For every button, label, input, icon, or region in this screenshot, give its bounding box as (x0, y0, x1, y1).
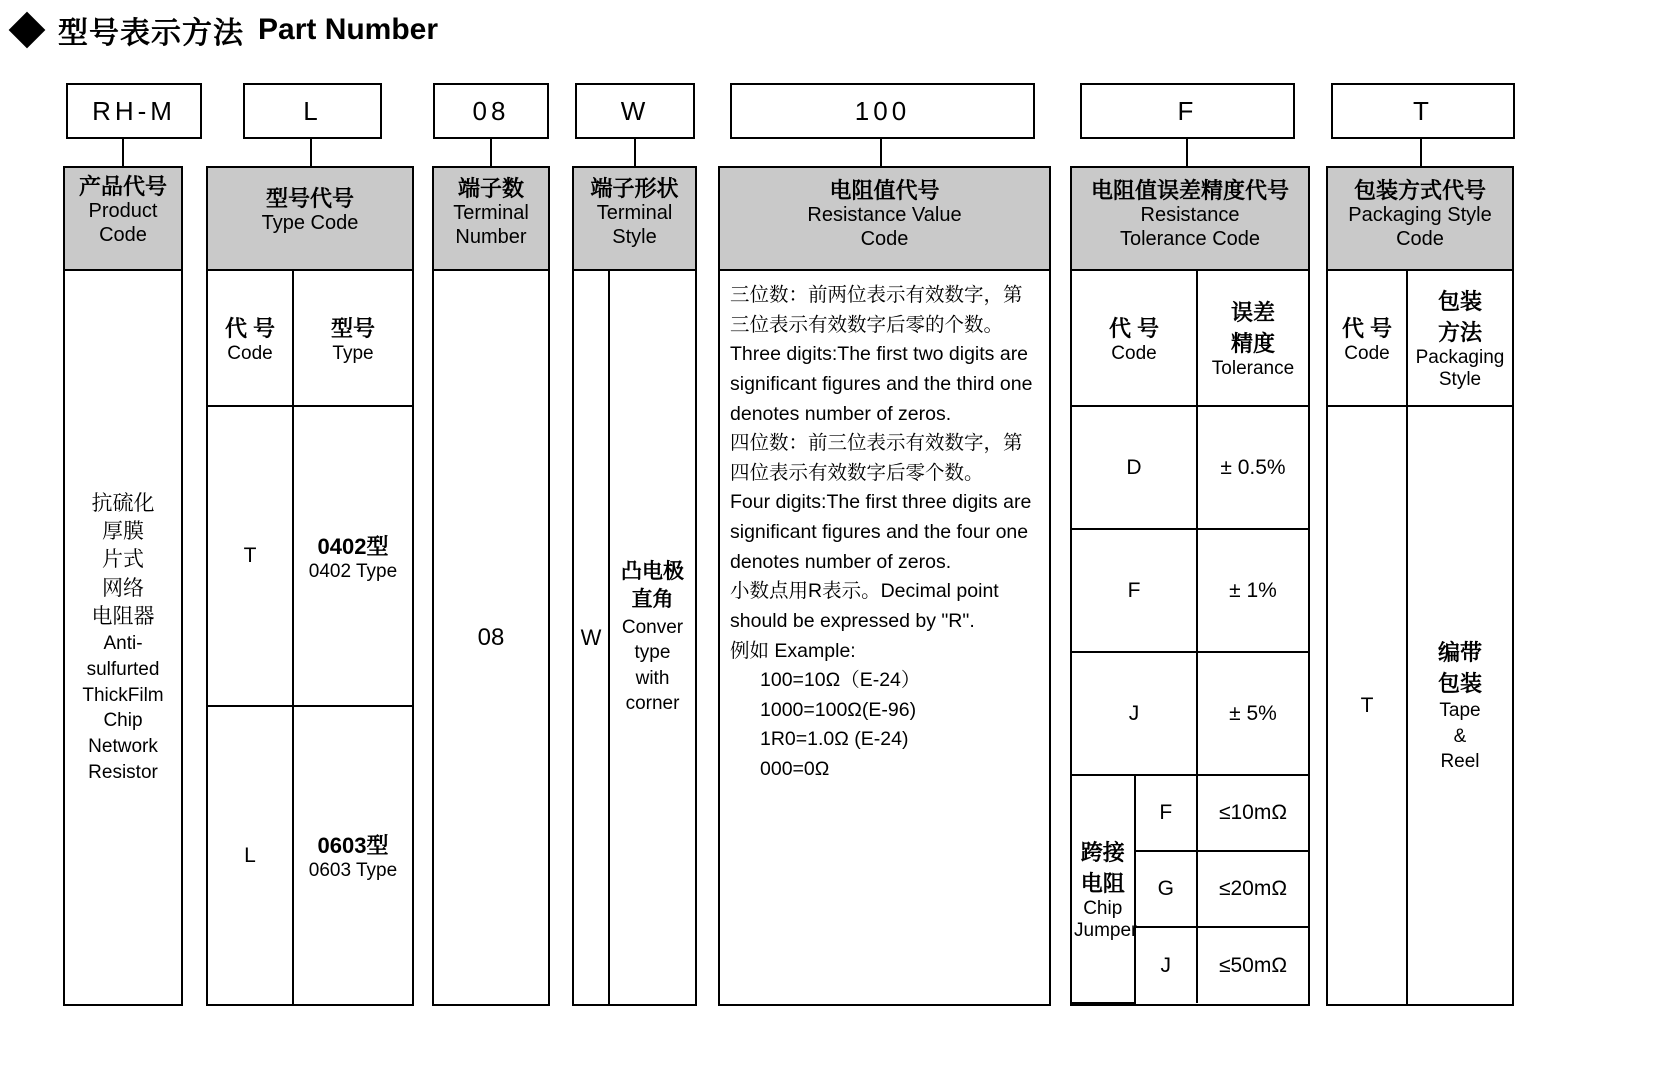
connector-type (310, 139, 312, 166)
part-code-box-terminal-style (575, 83, 695, 139)
tolerance-subheader-code (1072, 271, 1197, 406)
terminal-style-desc-en-2: type (634, 642, 671, 664)
terminal-number-header-cn: 端子数 (457, 176, 524, 201)
type-code-row-0-type (293, 406, 412, 706)
tolerance-subheader-value-en: Tolerance (1211, 358, 1295, 379)
tolerance-header-en-2: Tolerance Code (1119, 227, 1261, 250)
page-title-en: Part Number (258, 13, 439, 46)
tolerance-header (1072, 168, 1308, 271)
packaging-subheader-style-cn-1: 包装 (1437, 289, 1482, 314)
terminal-style-desc-en-4: corner (625, 693, 680, 715)
column-terminal-number (432, 166, 550, 1006)
column-type-code (206, 166, 414, 1006)
part-code-value-terminal-number: 08 (472, 95, 510, 126)
tolerance-row-0-code: D (1072, 406, 1197, 529)
column-resistance-value (718, 166, 1051, 1006)
tolerance-row-1-code: F (1072, 529, 1197, 652)
product-code-en-line-6: Resistor (88, 761, 158, 783)
type-code-subheader-type (293, 271, 412, 406)
tolerance-subheader-value-cn-2: 精度 (1230, 331, 1275, 356)
tolerance-subheader-value (1197, 271, 1308, 406)
tolerance-row-2-code: J (1072, 652, 1197, 775)
product-code-en-line-5: Network (88, 736, 158, 757)
packaging-subheader-code-en: Code (1344, 342, 1390, 364)
part-code-value-packaging: T (1413, 95, 1433, 126)
tolerance-subheader-value-cn-1: 误差 (1230, 300, 1275, 325)
resistance-value-body (720, 271, 1049, 1004)
tolerance-jumper-label-cn-1: 跨接 (1080, 840, 1125, 865)
terminal-style-desc-cn-1: 凸电极 (621, 559, 684, 583)
resistance-value-header-en-2: Code (860, 227, 909, 250)
type-code-header-en: Type Code (261, 211, 359, 234)
packaging-body (1328, 271, 1512, 1004)
tolerance-jumper-row-1-value: ≤20mΩ (1197, 851, 1308, 927)
tolerance-subheader-code-cn: 代 号 (1108, 315, 1160, 341)
type-code-table (208, 271, 412, 1004)
type-code-subheader-type-en: Type (332, 342, 374, 364)
connector-product (122, 139, 124, 166)
product-code-header-en-2: Code (99, 223, 147, 246)
resistance-paragraph-3: Four digits:The first three digits are significant figures and the four one denotes number of zeros. (730, 491, 1032, 573)
resistance-example-3: 000=0Ω (760, 758, 830, 780)
packaging-header-cn: 包装方式代号 (1353, 178, 1486, 203)
terminal-number-header-en-2: Number (455, 225, 527, 248)
type-code-row-0-type-en: 0402 Type (308, 560, 398, 582)
product-code-en-line-4: Chip (103, 710, 143, 732)
product-code-cn-line-3: 片式 (102, 548, 144, 572)
tolerance-jumper-label-cn-2: 电阻 (1080, 871, 1125, 896)
terminal-number-header-en-1: Terminal (453, 201, 529, 224)
product-code-cn-line-1: 抗硫化 (91, 491, 155, 515)
product-code-body (65, 271, 181, 1004)
packaging-row-value-cn-1: 编带 (1437, 640, 1482, 666)
part-code-value-resistance: 100 (854, 95, 911, 126)
resistance-example-2: 1R0=1.0Ω (E-24) (760, 728, 909, 751)
tolerance-jumper-row-2-code: J (1135, 927, 1198, 1003)
terminal-number-body (434, 271, 548, 1004)
resistance-example-1: 1000=100Ω(E-96) (760, 698, 917, 721)
part-code-box-terminal-number (433, 83, 549, 139)
part-code-box-type (243, 83, 382, 139)
resistance-paragraph-5: 例如 Example: (730, 639, 856, 662)
packaging-row-code: T (1328, 406, 1407, 1004)
part-code-value-product: RH-M (92, 95, 176, 126)
resistance-example-0: 100=10Ω（E-24） (760, 669, 921, 692)
product-code-en-line-3: ThickFilm (82, 684, 164, 706)
terminal-style-header-en-1: Terminal (596, 201, 673, 224)
terminal-number-value: 08 (477, 623, 505, 651)
product-code-header-cn: 产品代号 (78, 174, 167, 199)
product-code-cn-line-4: 网络 (102, 576, 144, 600)
product-code-header-en-1: Product (88, 199, 158, 222)
packaging-row-value-cn-2: 包装 (1437, 671, 1482, 697)
terminal-style-header (574, 168, 695, 271)
column-tolerance (1070, 166, 1310, 1006)
packaging-subheader-style (1407, 271, 1512, 406)
type-code-row-1-code: L (208, 706, 293, 1004)
connector-terminal-number (490, 139, 492, 166)
terminal-style-code-cell (574, 271, 610, 1004)
type-code-subheader-code-en: Code (227, 342, 273, 364)
resistance-paragraph-2: 四位数：前三位表示有效数字，第四位表示有效数字后零个数。 (730, 432, 1023, 484)
tolerance-row-1-value: ± 1% (1197, 529, 1308, 652)
part-code-value-type: L (303, 95, 322, 126)
type-code-body (208, 271, 412, 1004)
type-code-row-0-type-cn: 0402型 (317, 533, 389, 559)
resistance-paragraph-4: 小数点用R表示。Decimal point should be expressed by "R". (730, 580, 999, 632)
tolerance-jumper-row-0-value: ≤10mΩ (1197, 775, 1308, 851)
part-code-value-terminal-style: W (620, 95, 650, 126)
type-code-row-1-type-cn: 0603型 (317, 833, 389, 858)
tolerance-row-0-value: ± 0.5% (1197, 406, 1308, 529)
tolerance-header-cn: 电阻值误差精度代号 (1090, 178, 1289, 203)
type-code-subheader-code-cn: 代 号 (224, 315, 276, 341)
connector-terminal-style (634, 139, 636, 166)
type-code-row-0-code: T (208, 406, 293, 706)
tolerance-header-en-1: Resistance (1140, 203, 1240, 226)
packaging-header (1328, 168, 1512, 271)
tolerance-jumper-row-0-code: F (1135, 775, 1198, 851)
type-code-subheader-type-cn: 型号 (330, 315, 375, 341)
product-code-cn-line-5: 电阻器 (91, 605, 155, 629)
tolerance-table (1072, 271, 1308, 1004)
type-code-subheader-code (208, 271, 293, 406)
packaging-row-value-en-3: Reel (1440, 751, 1480, 773)
tolerance-jumper-label-en-1: Chip (1083, 898, 1123, 919)
packaging-subheader-code (1328, 271, 1407, 406)
type-code-row-1-type-en: 0603 Type (308, 860, 398, 881)
connector-tolerance (1186, 139, 1188, 166)
resistance-value-header-en-1: Resistance Value (807, 203, 962, 226)
packaging-subheader-style-en-1: Packaging (1415, 347, 1505, 368)
terminal-style-header-en-2: Style (612, 225, 657, 248)
connector-resistance (880, 139, 882, 166)
part-code-box-product (66, 83, 202, 139)
type-code-row-1-type (293, 706, 412, 1004)
terminal-style-desc-en-1: Conver (621, 616, 684, 638)
product-code-cn-line-2: 厚膜 (102, 520, 144, 544)
connector-packaging (1420, 139, 1422, 166)
packaging-row-value-en-1: Tape (1439, 700, 1481, 722)
terminal-style-desc-en-3: with (635, 667, 670, 689)
diamond-bullet-icon (9, 12, 46, 49)
terminal-style-header-cn: 端子形状 (590, 176, 679, 201)
part-code-box-tolerance (1080, 83, 1295, 139)
column-terminal-style (572, 166, 697, 1006)
tolerance-row-2-value: ± 5% (1197, 652, 1308, 775)
product-code-en-line-1: Anti- (103, 633, 143, 655)
column-product-code (63, 166, 183, 1006)
tolerance-jumper-row-1-code: G (1135, 851, 1198, 927)
tolerance-jumper-label (1072, 775, 1138, 1003)
tolerance-jumper-row-2-value: ≤50mΩ (1197, 927, 1308, 1003)
resistance-paragraph-1: Three digits:The first two digits are significant figures and the third one denotes number of zeros. (730, 343, 1033, 425)
terminal-style-code: W (580, 624, 602, 650)
product-code-header (65, 168, 181, 271)
tolerance-body (1072, 271, 1308, 1004)
resistance-value-header (720, 168, 1049, 271)
page-title (14, 8, 438, 52)
packaging-subheader-code-cn: 代 号 (1341, 315, 1393, 341)
type-code-header (208, 168, 412, 271)
resistance-paragraph-0: 三位数：前两位表示有效数字，第三位表示有效数字后零的个数。 (730, 284, 1023, 336)
packaging-subheader-style-cn-2: 方法 (1437, 320, 1482, 345)
packaging-subheader-style-en-2: Style (1438, 369, 1482, 390)
type-code-header-cn: 型号代号 (265, 186, 354, 211)
terminal-number-header (434, 168, 548, 271)
tolerance-subheader-code-en: Code (1111, 342, 1157, 364)
terminal-style-desc-cell (610, 271, 695, 1004)
packaging-header-en-2: Code (1396, 227, 1444, 250)
part-code-box-resistance (730, 83, 1035, 139)
tolerance-jumper-label-en-2: Jumper (1074, 920, 1138, 941)
packaging-table (1328, 271, 1512, 1004)
page-title-cn: 型号表示方法 (58, 17, 244, 50)
packaging-row-value-en-2: & (1453, 725, 1467, 747)
packaging-row-value (1407, 406, 1512, 1004)
terminal-style-desc-cn-2: 直角 (631, 588, 674, 612)
product-code-en-line-2: sulfurted (86, 659, 160, 681)
packaging-header-en-1: Packaging Style (1348, 203, 1492, 226)
column-packaging (1326, 166, 1514, 1006)
part-code-value-tolerance: F (1177, 95, 1198, 126)
terminal-style-body (574, 271, 695, 1004)
part-code-box-packaging (1331, 83, 1515, 139)
resistance-value-header-cn: 电阻值代号 (829, 178, 940, 203)
